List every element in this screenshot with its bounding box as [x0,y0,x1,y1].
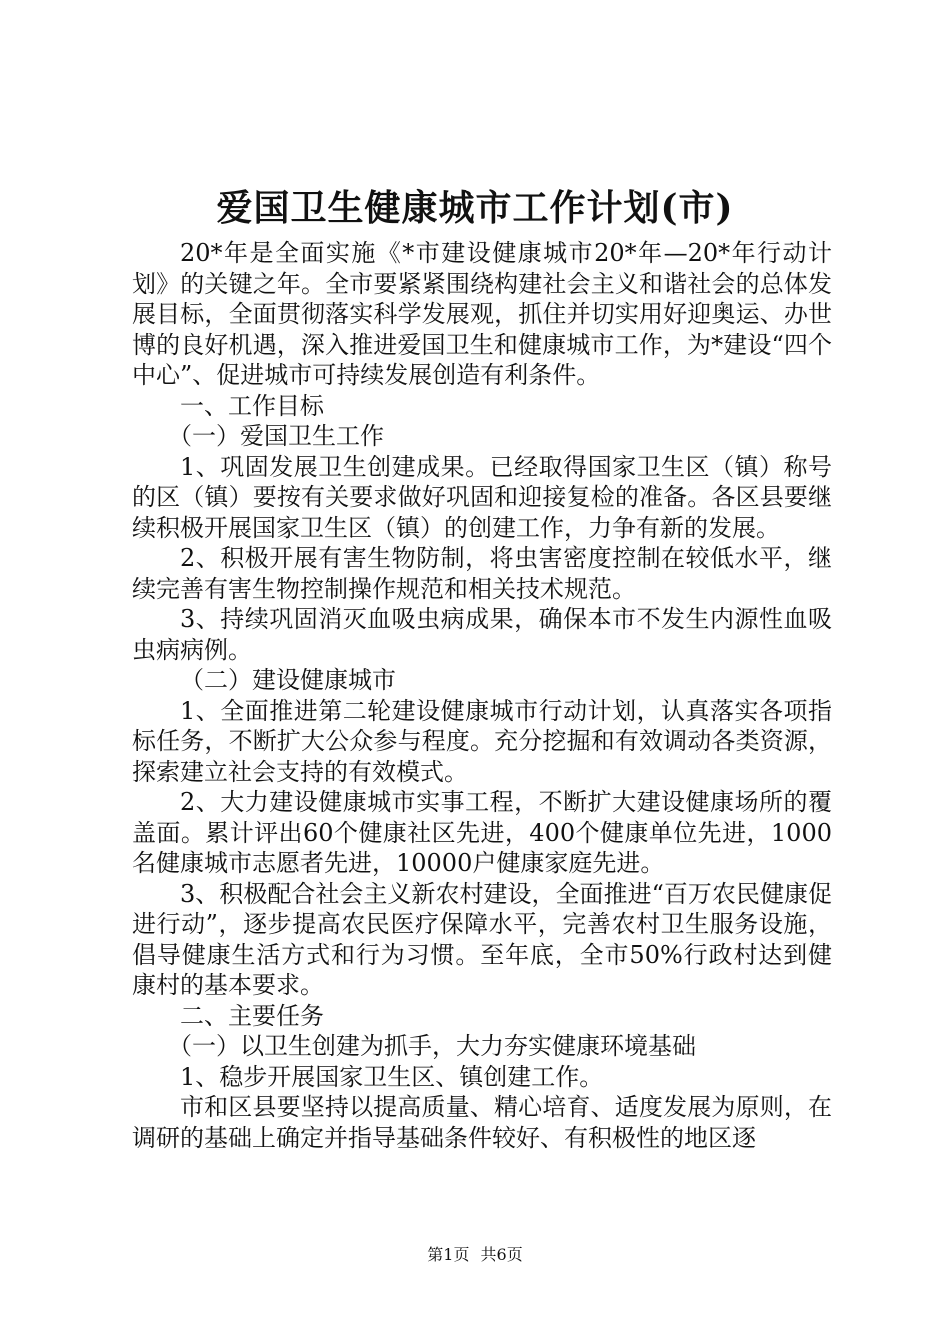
paragraph-goal-1: 1、巩固发展卫生创建成果。已经取得国家卫生区（镇）称号的区（镇）要按有关要求做好巩固和迎接复检的准备。各区县要继续积极开展国家卫生区（镇）的创建工作，力争有新的发展。 [132,452,832,542]
paragraph-goal-3: 3、持续巩固消灭血吸虫病成果，确保本市不发生内源性血吸虫病病例。 [132,605,832,664]
page-number: 第1页 [427,1245,470,1264]
subsection-heading-sanitation: （一）以卫生创建为抓手，大力夯实健康环境基础 [168,1032,696,1060]
paragraph-task-detail: 市和区县要坚持以提高质量、精心培育、适度发展为原则，在调研的基础上确定并指导基础条件较好、有积极性的地区逐 [132,1093,832,1152]
paragraph-city-1: 1、全面推进第二轮建设健康城市行动计划，认真落实各项指标任务，不断扩大公众参与程度。充分挖掘和有效调动各类资源，探索建立社会支持的有效模式。 [132,696,832,786]
paragraph-city-3: 3、积极配合社会主义新农村建设，全面推进“百万农民健康促进行动”，逐步提高农民医疗保障水平，完善农村卫生服务设施，倡导健康生活方式和行为习惯。至年底，全市50%行政村达到健康村的基本要求。 [132,879,832,999]
page-footer [0,1243,950,1267]
intro-paragraph: 20*年是全面实施《*市建设健康城市20*年—20*年行动计划》的关键之年。全市要紧紧围绕构建社会主义和谐社会的总体发展目标，全面贯彻落实科学发展观，抓住并切实用好迎奥运、办世博的良好机遇，深入推进爱国卫生和健康城市工作，为*建设“四个中心”、促进城市可持续发展创造有利条件。 [132,239,832,389]
paragraph-task-1: 1、稳步开展国家卫生区、镇创建工作。 [180,1062,604,1091]
paragraph-city-2: 2、大力建设健康城市实事工程，不断扩大建设健康场所的覆盖面。累计评出60个健康社区先进，400个健康单位先进，1000名健康城市志愿者先进，10000户健康家庭先进。 [132,788,832,877]
document-title: 爱国卫生健康城市工作计划(市) [216,187,734,229]
document-body [132,238,832,1153]
paragraph-goal-2: 2、积极开展有害生物防制，将虫害密度控制在较低水平，继续完善有害生物控制操作规范和相关技术规范。 [132,544,832,603]
section-heading-goals: 一、工作目标 [180,391,324,420]
section-heading-tasks: 二、主要任务 [180,1001,324,1030]
page-total: 共6页 [480,1245,523,1264]
subsection-heading-healthy-city: （二）建设健康城市 [180,666,396,694]
subsection-heading-patriotic-health: （一）爱国卫生工作 [168,422,384,450]
